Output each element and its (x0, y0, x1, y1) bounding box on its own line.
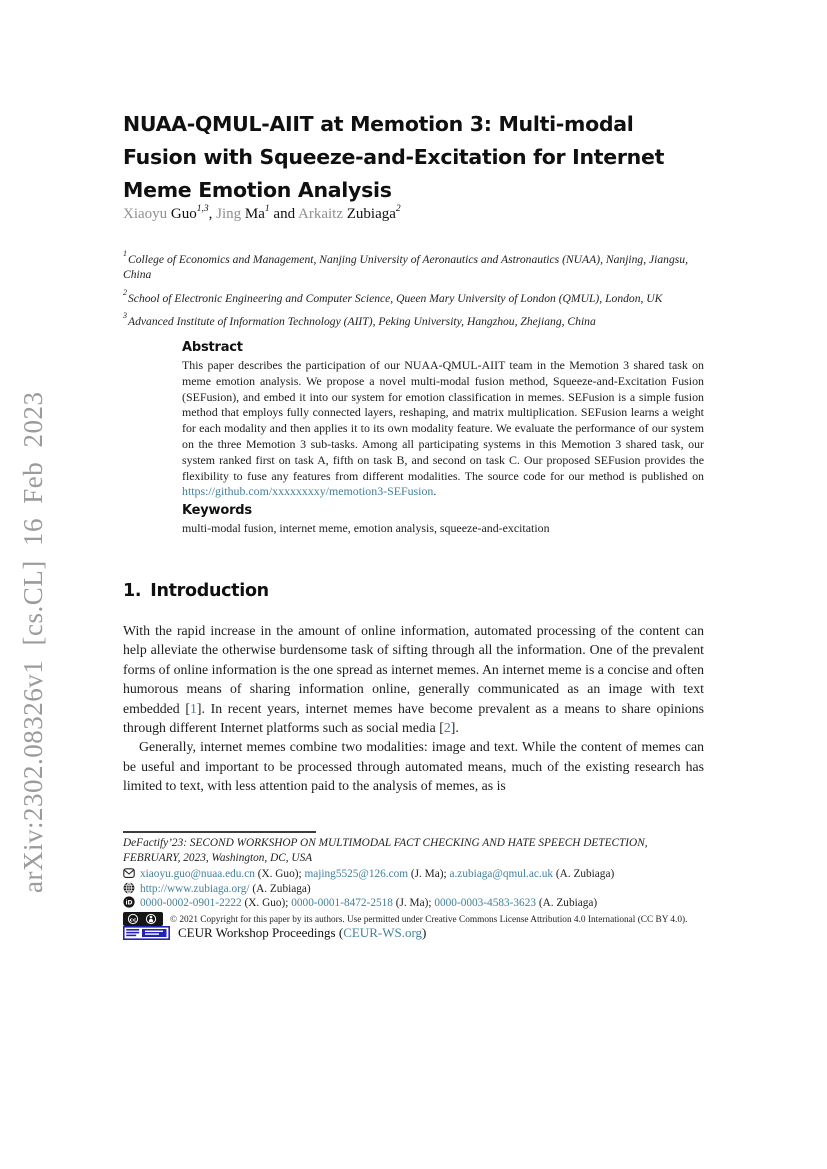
abstract-section (182, 340, 704, 500)
website-link[interactable]: http://www.zubiaga.org/ (140, 883, 250, 895)
author-3 (298, 206, 401, 222)
affiliation-1-sup: 1 (123, 249, 127, 258)
website-owner: (A. Zubiaga) (249, 883, 311, 895)
author-2-affil-sup: 1 (264, 204, 270, 214)
ceur-text-after: ) (422, 925, 427, 940)
section-1-number: 1. (123, 581, 142, 601)
email-2-owner: (J. Ma); (408, 868, 450, 880)
svg-text:iD: iD (125, 899, 133, 907)
github-link[interactable]: https://github.com/xxxxxxxxy/memotion3-SEFusion (182, 484, 434, 499)
citation-2-link[interactable]: 2 (443, 720, 451, 736)
affiliation-2-text: School of Electronic Engineering and Computer Science, Queen Mary University of London (QMUL), London, UK (128, 291, 663, 305)
paper-title-line1: NUAA-QMUL-AIIT at Memotion 3: Multi-modal (123, 112, 634, 136)
section-1-title: Introduction (150, 581, 269, 601)
affiliation-2 (123, 287, 704, 306)
email-1-link[interactable]: xiaoyu.guo@nuaa.edu.cn (140, 868, 255, 880)
email-3-link[interactable]: a.zubiaga@qmul.ac.uk (449, 868, 554, 880)
orcid-icon (123, 896, 135, 912)
orcid-1-owner: (X. Guo); (241, 897, 292, 909)
affiliation-1 (123, 248, 704, 283)
keywords-text: multi-modal fusion, internet meme, emotion analysis, squeeze-and-excitation (182, 521, 550, 535)
author-1 (123, 206, 216, 222)
author-separator: , (208, 206, 217, 222)
intro-p1-text-a: With the rapid increase in the amount of online information, automated processing of the content can help alleviate the otherwise burdensome task of sifting through all the information. One of the prevalent forms of online information is the one spread as internet memes. An internet meme is a concise and often humorous means of sharing information online, generally communicated as an image with text embedded [ (123, 623, 704, 716)
author-3-family: Zubiaga (346, 206, 396, 222)
envelope-icon (123, 867, 135, 883)
footnote-divider (123, 831, 316, 833)
ceur-text-before: CEUR Workshop Proceedings ( (178, 925, 344, 940)
orcid-3-link[interactable]: 0000-0003-4583-3623 (434, 897, 537, 909)
ceur-ws-link[interactable]: CEUR-WS.org (343, 925, 423, 940)
author-2-family: Ma (244, 206, 265, 222)
abstract-period: . (433, 484, 437, 499)
affiliation-3 (123, 310, 704, 329)
orcid-2-owner: (J. Ma); (392, 897, 435, 909)
author-1-given: Xiaoyu (123, 206, 168, 222)
section-1-heading (123, 581, 704, 601)
paper-title (123, 108, 704, 207)
email-1-owner: (X. Guo); (254, 868, 305, 880)
abstract-body: This paper describes the participation of our NUAA-QMUL-AIIT team in the Memotion 3 shared task on meme emotion analysis. We propose a novel multi-modal fusion method, Squeeze-and-Excitation Fusion (SEFusion), and embed it into our system for emotion classification in memes. SEFusion is a simple fusion method that employs fully connected layers, reshaping, and matrix multiplication. SEFusion learns a weight for each modality and then applies it to its own modality feature. We evaluate the performance of our system on the three Memotion 3 sub-tasks. Among all participating systems in this Memotion 3 shared task, our system ranked first on task A, fifth on task B, and second on task C. Our proposed SEFusion provides the flexibility to fuse any features from different modalities. The source code for our method is published on (182, 358, 704, 483)
paper-title-line3: Meme Emotion Analysis (123, 178, 392, 202)
paper-title-line2: Fusion with Squeeze-and-Excitation for Internet (123, 145, 665, 169)
author-2-given: Jing (216, 206, 242, 222)
arxiv-watermark: arXiv:2302.08326v1 [cs.CL] 16 Feb 2023 (18, 391, 48, 893)
intro-p1-text-b: ]. In recent years, internet memes have become prevalent as a means to share opinions through different Internet platforms such as social media [ (123, 700, 704, 736)
keywords-heading: Keywords (182, 503, 252, 518)
email-3-owner: (A. Zubiaga) (553, 868, 615, 880)
orcid-line (123, 896, 704, 912)
author-1-affil-sup: 1,3 (196, 204, 209, 214)
author-line (123, 205, 704, 223)
author-3-given: Arkaitz (298, 206, 343, 222)
ceur-logo (123, 926, 170, 944)
abstract-text (182, 358, 704, 500)
author-1-family: Guo (170, 206, 197, 222)
svg-text:cc: cc (129, 917, 137, 924)
emails-line (123, 867, 704, 883)
email-2-link[interactable]: majing5525@126.com (304, 868, 409, 880)
intro-p1-text-c: ]. (450, 720, 459, 736)
author-separator: and (269, 206, 298, 222)
ceur-line (123, 925, 704, 944)
intro-paragraph-1 (123, 621, 704, 737)
citation-1-link[interactable]: 1 (189, 700, 197, 716)
keywords-section (182, 503, 704, 537)
author-2 (216, 206, 298, 222)
intro-paragraph-2: Generally, internet memes combine two modalities: image and text. While the content of memes can be useful and important to be processed through automated means, much of the existing research has limited to text, with less attention paid to the analysis of memes, as is (123, 739, 704, 794)
affiliation-2-sup: 2 (123, 287, 127, 297)
orcid-2-link[interactable]: 0000-0001-8472-2518 (291, 897, 393, 909)
orcid-1-link[interactable]: 0000-0002-0901-2222 (140, 897, 242, 909)
author-3-affil-sup: 2 (395, 204, 401, 214)
affiliation-1-text: College of Economics and Management, Nanjing University of Aeronautics and Astronautics (NUAA), Nanjing, Jiangsu, China (123, 252, 688, 282)
affiliation-3-text: Advanced Institute of Information Technology (AIIT), Peking University, Hangzhou, Zhejiang, China (128, 315, 596, 329)
conference-note: DeFactify’23: SECOND WORKSHOP ON MULTIMODAL FACT CHECKING AND HATE SPEECH DETECTION, FEBRUARY, 2023, Washington, DC, USA (123, 837, 648, 864)
introduction-body (123, 621, 704, 796)
copyright-text: © 2021 Copyright for this paper by its authors. Use permitted under Creative Commons License Attribution 4.0 International (CC BY 4.0). (170, 915, 688, 925)
affiliations (123, 248, 704, 334)
affiliation-3-sup: 3 (123, 311, 127, 321)
abstract-heading: Abstract (182, 340, 243, 355)
orcid-3-owner: (A. Zubiaga) (536, 897, 598, 909)
